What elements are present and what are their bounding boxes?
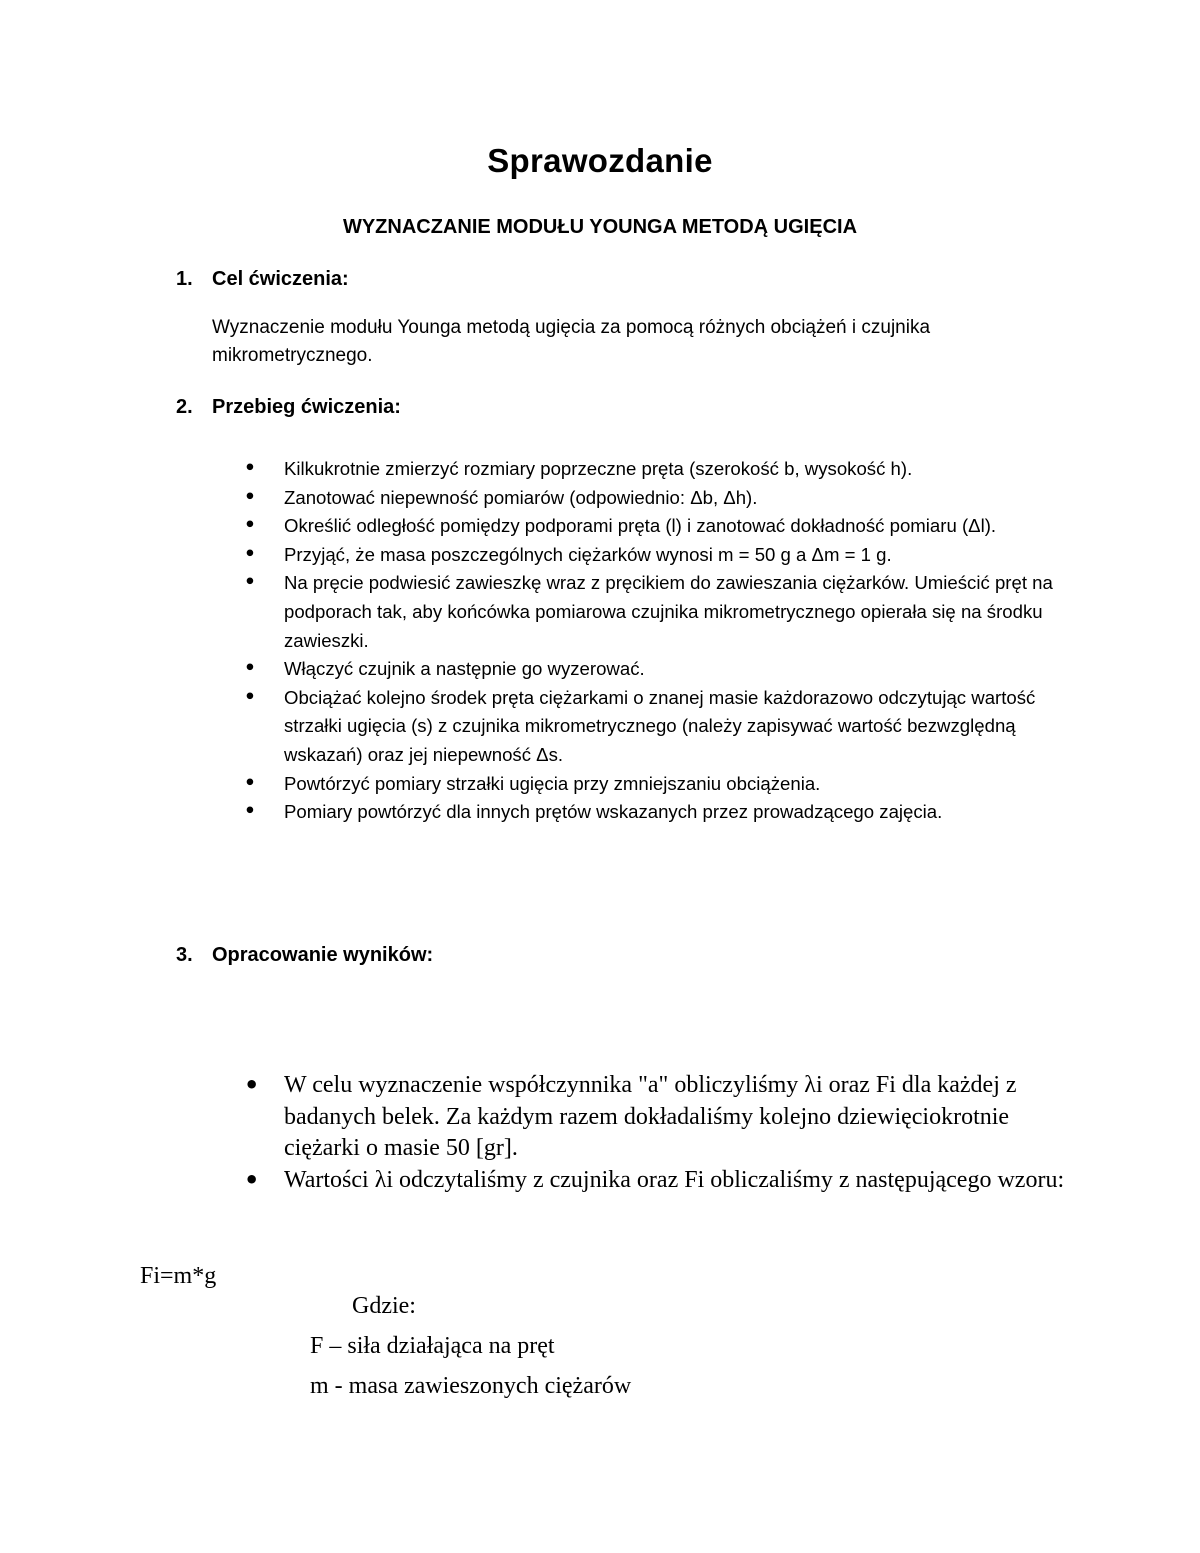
where-label: Gdzie: (352, 1293, 416, 1319)
section-3-heading (176, 944, 433, 967)
where-line-force: F – siła działająca na pręt (310, 1333, 555, 1359)
section-1-title: Cel ćwiczenia: (212, 268, 349, 290)
list-item: • Na pręcie podwiesić zawieszkę wraz z pręcikiem do zawieszania ciężarków. Umieścić pręt na podporach tak, aby końcówka pomiarowa czujnika mikrometrycznego opierała się na środku zawieszki. (244, 569, 1074, 655)
section-1-number: 1. (176, 268, 193, 290)
list-item: • Określić odległość pomiędzy podporami pręta (l) i zanotować dokładność pomiaru (Δl). (244, 512, 1074, 541)
procedure-list (244, 455, 1074, 827)
section-1-text: Wyznaczenie modułu Younga metodą ugięcia za pomocą różnych obciążeń i czujnika mikrometrycznego. (212, 317, 931, 366)
document-title: Sprawozdanie (487, 142, 713, 179)
section-2-title: Przebieg ćwiczenia: (212, 396, 401, 418)
list-item: • Włączyć czujnik a następnie go wyzerować. (244, 655, 1074, 684)
results-list (244, 1070, 1074, 1196)
list-item: • Powtórzyć pomiary strzałki ugięcia przy zmniejszaniu obciążenia. (244, 770, 1074, 799)
section-1-heading (176, 268, 349, 291)
document-subtitle: WYZNACZANIE MODUŁU YOUNGA METODĄ UGIĘCIA (342, 216, 858, 238)
force-formula: Fi=m*g (140, 1263, 217, 1289)
list-item: • Zanotować niepewność pomiarów (odpowiednio: Δb, Δh). (244, 484, 1074, 513)
list-item: • W celu wyznaczenie współczynnika "a" obliczyliśmy λi oraz Fi dla każdej z badanych belek. Za każdym razem dokładaliśmy kolejno dziewięciokrotnie ciężarki o masie 50 [gr]. (244, 1070, 1074, 1165)
list-item: • Pomiary powtórzyć dla innych prętów wskazanych przez prowadzącego zajęcia. (244, 798, 1074, 827)
list-item: • Przyjąć, że masa poszczególnych ciężarków wynosi m = 50 g a Δm = 1 g. (244, 541, 1074, 570)
where-line-mass: m - masa zawieszonych ciężarów (310, 1373, 632, 1399)
list-item: • Obciążać kolejno środek pręta ciężarkami o znanej masie każdorazowo odczytując wartość strzałki ugięcia (s) z czujnika mikrometrycznego (należy zapisywać wartość bezwzględną wskazań) oraz jej niepewność Δs. (244, 684, 1074, 770)
list-item: • Wartości λi odczytaliśmy z czujnika oraz Fi obliczaliśmy z następującego wzoru: (244, 1165, 1074, 1197)
section-2-heading (176, 396, 401, 419)
section-3-title: Opracowanie wyników: (212, 944, 434, 966)
section-2-number: 2. (176, 396, 193, 418)
list-item: • Kilkukrotnie zmierzyć rozmiary poprzeczne pręta (szerokość b, wysokość h). (244, 455, 1074, 484)
section-3-number: 3. (176, 944, 193, 966)
